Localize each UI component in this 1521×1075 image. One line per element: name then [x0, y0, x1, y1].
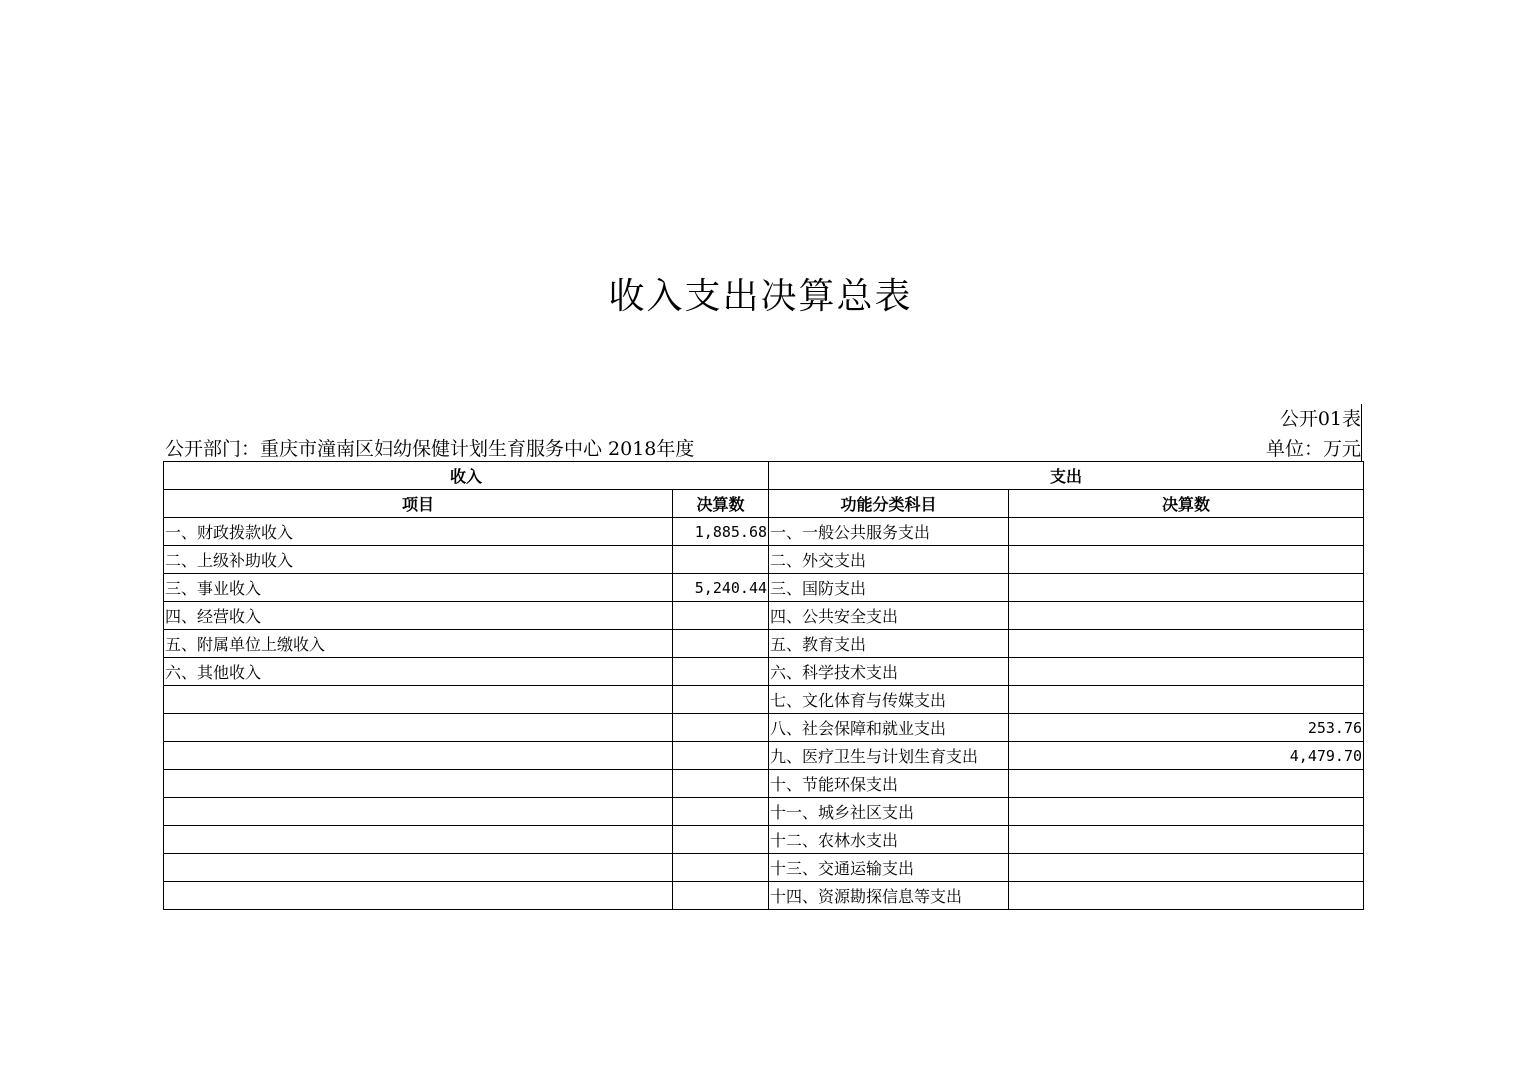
expense-item-cell: 十二、农林水支出 [769, 826, 1009, 854]
income-item-cell: 五、附属单位上缴收入 [164, 630, 673, 658]
income-amount-cell [673, 826, 769, 854]
income-item-cell [164, 826, 673, 854]
table-row [164, 714, 1364, 742]
column-header-row [164, 490, 1364, 518]
expense-item-cell: 三、国防支出 [769, 574, 1009, 602]
expense-amount-cell [1009, 518, 1364, 546]
income-item-cell [164, 854, 673, 882]
income-item-cell [164, 770, 673, 798]
group-header-row [164, 462, 1364, 490]
income-amount-cell [673, 686, 769, 714]
income-item-cell: 一、财政拨款收入 [164, 518, 673, 546]
income-amount-cell [673, 798, 769, 826]
income-amount-cell [673, 770, 769, 798]
expense-amount-cell [1009, 798, 1364, 826]
income-item-cell: 二、上级补助收入 [164, 546, 673, 574]
table-row [164, 798, 1364, 826]
department-label: 公开部门：重庆市潼南区妇幼保健计划生育服务中心 2018年度 [165, 438, 695, 460]
income-amount-cell [673, 882, 769, 910]
column-header-expense-item: 功能分类科目 [769, 490, 1009, 518]
table-row [164, 882, 1364, 910]
income-item-cell [164, 742, 673, 770]
table-row [164, 518, 1364, 546]
income-item-cell [164, 686, 673, 714]
expense-group-header: 支出 [769, 462, 1364, 490]
expense-item-cell: 十、节能环保支出 [769, 770, 1009, 798]
income-item-cell: 四、经营收入 [164, 602, 673, 630]
expense-amount-cell [1009, 826, 1364, 854]
expense-item-cell: 五、教育支出 [769, 630, 1009, 658]
expense-amount-cell [1009, 546, 1364, 574]
unit-label: 单位：万元 [1265, 438, 1361, 460]
expense-item-cell: 十三、交通运输支出 [769, 854, 1009, 882]
income-amount-cell [673, 602, 769, 630]
expense-item-cell: 六、科学技术支出 [769, 658, 1009, 686]
page-title: 收入支出决算总表 [608, 276, 913, 317]
expense-item-cell: 七、文化体育与传媒支出 [769, 686, 1009, 714]
expense-item-cell: 一、一般公共服务支出 [769, 518, 1009, 546]
column-header-income-amount: 决算数 [673, 490, 769, 518]
income-amount-cell [673, 546, 769, 574]
income-amount-cell [673, 714, 769, 742]
table-row [164, 742, 1364, 770]
income-amount-cell [673, 742, 769, 770]
expense-amount-cell [1009, 630, 1364, 658]
income-expense-table [163, 461, 1364, 910]
expense-amount-cell [1009, 686, 1364, 714]
income-amount-cell: 5,240.44 [673, 574, 769, 602]
column-header-income-item: 项目 [164, 490, 673, 518]
expense-amount-cell [1009, 882, 1364, 910]
expense-amount-cell [1009, 574, 1364, 602]
table-row [164, 602, 1364, 630]
table-row [164, 826, 1364, 854]
income-item-cell [164, 714, 673, 742]
table-row [164, 854, 1364, 882]
header-divider [1361, 404, 1362, 462]
column-header-expense-amount: 决算数 [1009, 490, 1364, 518]
income-item-cell: 六、其他收入 [164, 658, 673, 686]
expense-item-cell: 四、公共安全支出 [769, 602, 1009, 630]
expense-item-cell: 十四、资源勘探信息等支出 [769, 882, 1009, 910]
expense-amount-cell [1009, 658, 1364, 686]
expense-amount-cell [1009, 770, 1364, 798]
expense-amount-cell [1009, 854, 1364, 882]
table-row [164, 546, 1364, 574]
expense-item-cell: 十一、城乡社区支出 [769, 798, 1009, 826]
table-row [164, 686, 1364, 714]
income-group-header: 收入 [164, 462, 769, 490]
expense-item-cell: 八、社会保障和就业支出 [769, 714, 1009, 742]
income-item-cell: 三、事业收入 [164, 574, 673, 602]
expense-amount-cell: 253.76 [1009, 714, 1364, 742]
income-item-cell [164, 798, 673, 826]
expense-item-cell: 九、医疗卫生与计划生育支出 [769, 742, 1009, 770]
income-amount-cell [673, 658, 769, 686]
expense-item-cell: 二、外交支出 [769, 546, 1009, 574]
income-amount-cell [673, 854, 769, 882]
income-amount-cell: 1,885.68 [673, 518, 769, 546]
table-body [164, 462, 1364, 910]
table-row [164, 770, 1364, 798]
expense-amount-cell: 4,479.70 [1009, 742, 1364, 770]
table-row [164, 658, 1364, 686]
form-number: 公开01表 [1279, 408, 1361, 430]
table-row [164, 574, 1364, 602]
income-amount-cell [673, 630, 769, 658]
income-item-cell [164, 882, 673, 910]
expense-amount-cell [1009, 602, 1364, 630]
table-row [164, 630, 1364, 658]
